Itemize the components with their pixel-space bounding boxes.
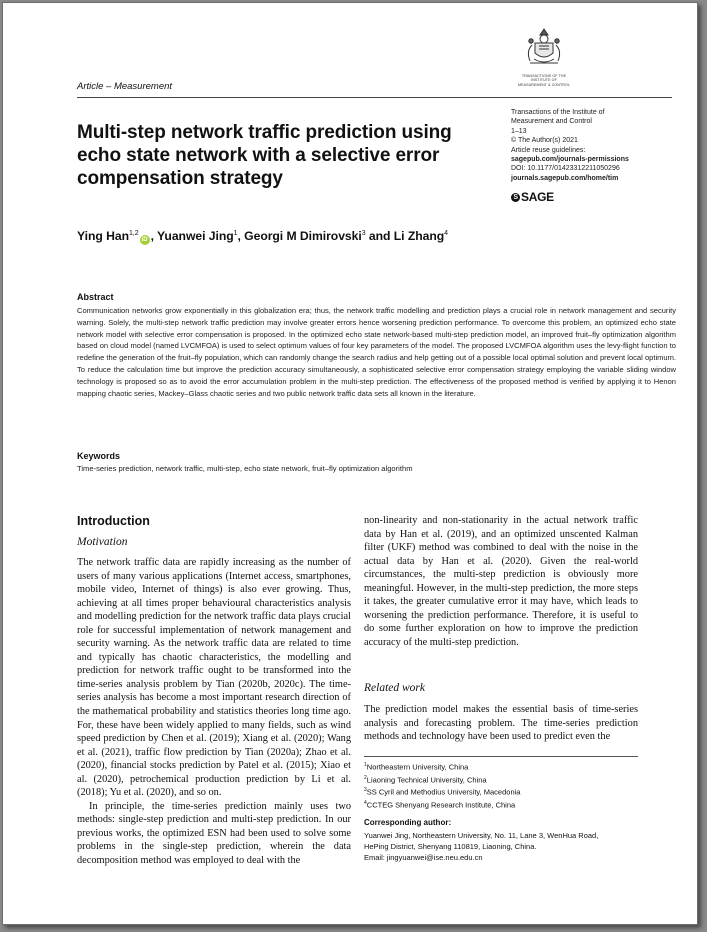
logo-text-line: TRANSACTIONS OF THE <box>521 74 567 78</box>
affiliation-item <box>364 798 654 811</box>
corresponding-email[interactable]: Email: jingyuanwei@ise.neu.edu.cn <box>364 853 483 862</box>
affiliation-sup: 1 <box>364 762 367 768</box>
left-column <box>77 556 351 868</box>
journal-line: Transactions of the Institute of <box>511 109 605 116</box>
author-separator: and <box>365 229 394 243</box>
author-name[interactable]: Ying Han <box>77 229 129 243</box>
article-title: Multi-step network traffic prediction using echo state network with a selective error compensation strategy <box>77 122 452 189</box>
corresponding-author <box>364 830 654 863</box>
sage-mark-icon: S <box>511 193 520 202</box>
article-type: Article – Measurement <box>77 81 173 92</box>
body-paragraph: non-linearity and non-stationarity in the actual network traffic data by Han et al. (2019), and an optimized unscented Kalman filter (UKF) method was combined to deal with the noise in the actual data by Han et al. (2020). Given the real-world circumstances, the multi-step prediction is obviously more meaningful. However, in the multi-step prediction, the more steps it takes, the greater cumulative error it may have, which leads to worsening the prediction performance. Therefore, it is useful to do some further exploration on how to improve the prediction accuracy of the multi-step prediction. <box>364 515 638 648</box>
journal-home-link[interactable]: journals.sagepub.com/home/tim <box>511 174 619 182</box>
author-separator: , <box>150 229 158 243</box>
publisher-logo <box>511 190 554 204</box>
affiliation-item <box>364 785 654 798</box>
journal-line: Measurement and Control <box>511 118 592 126</box>
abstract-heading: Abstract <box>77 292 114 302</box>
journal-line: © The Author(s) 2021 <box>511 137 578 145</box>
author-affiliation-sup: 4 <box>444 229 448 237</box>
journal-logo <box>513 25 575 87</box>
corresponding-line: HePing District, Shenyang 110819, Liaoning, China. <box>364 842 537 851</box>
affiliation-item <box>364 760 654 773</box>
affiliations <box>364 760 654 811</box>
journal-line: 1–13 <box>511 127 527 135</box>
author-affiliation-sup: 1 <box>233 229 238 237</box>
article-page <box>2 2 698 925</box>
orcid-icon[interactable]: iD <box>140 235 150 245</box>
author-name[interactable]: Georgi M Dimirovski <box>244 229 362 243</box>
author-name[interactable]: Li Zhang <box>393 229 445 243</box>
journal-line: Article reuse guidelines: <box>511 146 586 154</box>
affiliation-sup: 4 <box>364 800 367 807</box>
affiliation-text: Northeastern University, China <box>366 762 469 772</box>
affiliation-sup: 3 <box>364 787 367 794</box>
header-divider <box>77 97 672 98</box>
author-separator: , <box>237 229 245 243</box>
body-paragraph: The network traffic data are rapidly increasing as the number of users of many various applications (Internet access, smartphones, mobile video, Internet of things) is also ever growing. Thus, achieving at all times proper behavioural characteristics analysis and modelling prediction for the network traffic data plays crucial role for successful implementation of network management and security warning. As the network traffic data are related to time and typically has chaotic characteristics, the modelling and prediction for network traffic ought to be transformed into the time-series analysis problem by Tian (2020b, 2020c). The time-series analysis has become a most important research direction of the mathematical probability and statistics theories long time ago. For, these have been widely applied to many fields, such as wind speed prediction by Chen et al. (2019); Xiang et al. (2020); Wang et al. (2021), traffic flow prediction by Tian (2020a); Zhao et al. (2020), financial stocks prediction by Patel et al. (2015); Xiao et al. (2020), petrochemical production prediction by Li et al. (2018); Yu et al. (2020), and so on. <box>77 557 351 799</box>
affiliation-text: Liaoning Technical University, China <box>366 775 487 785</box>
introduction-heading: Introduction <box>77 514 150 528</box>
coat-of-arms-icon <box>522 25 566 69</box>
affiliation-sup: 2 <box>364 774 367 781</box>
corresponding-author-heading: Corresponding author: <box>364 818 452 827</box>
affiliation-item <box>364 773 654 786</box>
body-paragraph: In principle, the time-series prediction mainly uses two methods: single-step prediction and multi-step prediction. In our previous works, the optimized ESN had been used to solve some problems in the single-step prediction, wherein the data decomposition method was employed to deal with the <box>77 800 351 867</box>
motivation-heading: Motivation <box>77 536 128 548</box>
footnote-divider <box>364 756 638 757</box>
abstract-text: Communication networks grow exponentially in this globalization era; thus, the network traffic modelling and prediction plays a crucial role in network management and security warning. Solely, the multi-step network traffic prediction may involve greater errors hence worsening prediction performance. To overcome this problem, an optimized echo state network model with selective error compensation is proposed. In the optimized echo state network-based multi-step prediction model, an improved fruit–fly optimization algorithm based on cloud model (named LVCMFOA) is used to select optimum values of four key parameters of the model. The proposed LVCMFOA algorithm uses the levy-flight function to redefine the generation of the fruit–fly population, which can randomly change the search radius and help getting out of a possible local optimal solution and prevent local optimum. To reduce the calculation time but improve the prediction accuracy simultaneously, a sophisticated selective error compensation strategy employing the variable sliding window technology is proposed so as to avoid the error accumulation problem in the multi-step prediction. The effectiveness of the proposed method is verified by applying it to Henon mapping chaotic series, Mackey–Glass chaotic series and two public network traffic data sets all known in the literature. <box>77 306 676 398</box>
affiliation-text: CCTEG Shenyang Research Institute, China <box>366 800 516 810</box>
keywords-text: Time-series prediction, network traffic, multi-step, echo state network, fruit–fly optimization algorithm <box>77 464 413 473</box>
doi-link[interactable]: DOI: 10.1177/01423312211050296 <box>511 165 620 173</box>
journal-info <box>511 108 681 183</box>
publisher-name: SAGE <box>521 190 554 204</box>
author-list <box>77 229 448 245</box>
author-affiliation-sup: 3 <box>361 229 366 237</box>
logo-text-line: INSTITUTE OF <box>531 78 557 83</box>
corresponding-line: Yuanwei Jing, Northeastern University, No. 11, Lane 3, WenHua Road, <box>364 831 599 840</box>
keywords-heading: Keywords <box>77 451 121 461</box>
related-work-heading: Related work <box>364 682 425 694</box>
author-affiliation-sup: 1,2 <box>128 229 139 237</box>
logo-text-line: MEASUREMENT & CONTROL <box>518 82 570 87</box>
body-paragraph: The prediction model makes the essential basis of time-series analysis and forecasting problem. The time-series prediction methods and technology have been used to predict even the <box>364 704 638 743</box>
affiliation-text: SS Cyril and Methodius University, Macedonia <box>366 787 521 797</box>
author-name[interactable]: Yuanwei Jing <box>157 229 234 243</box>
permissions-link[interactable]: sagepub.com/journals-permissions <box>511 156 629 164</box>
right-column-top <box>364 514 638 649</box>
right-column-related <box>364 703 638 744</box>
